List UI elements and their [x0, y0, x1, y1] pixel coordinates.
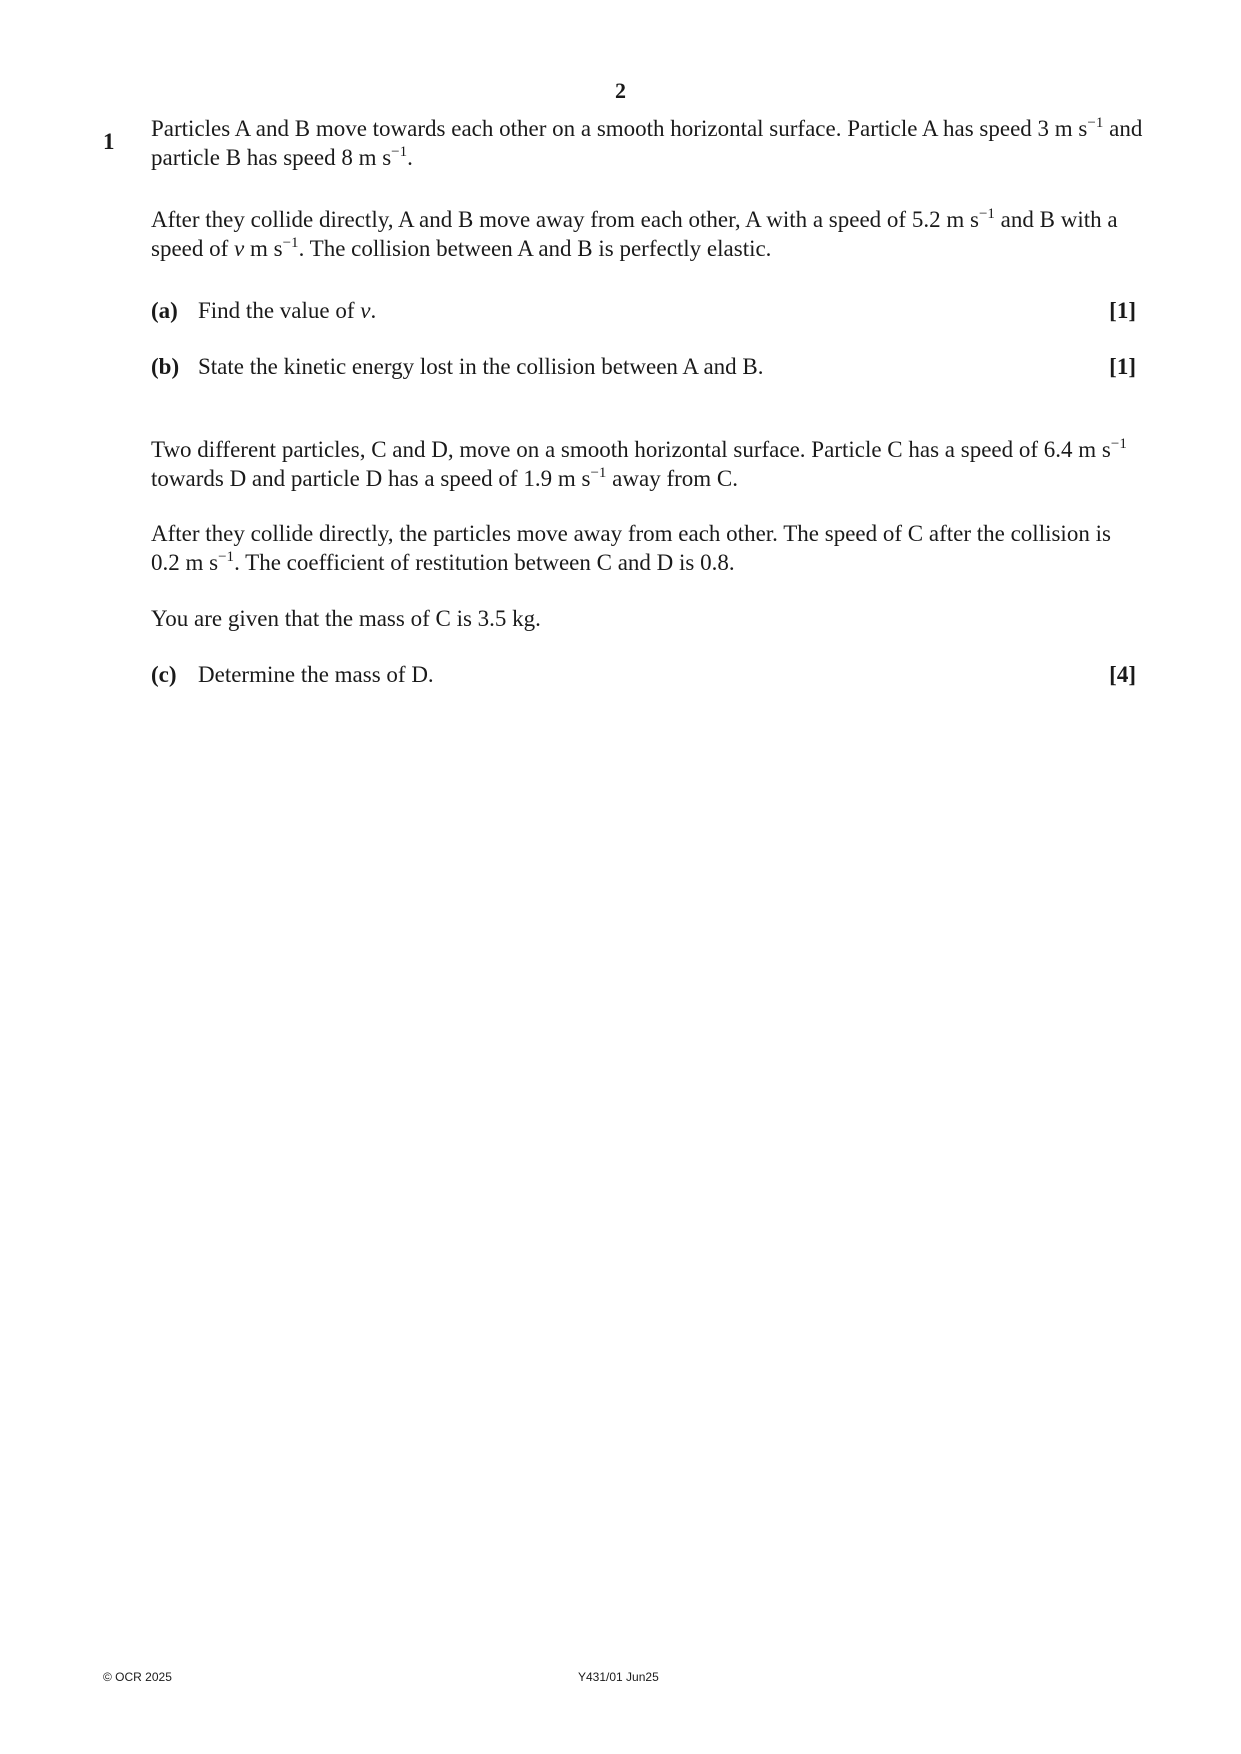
intro-4-text-2: . The coefficient of restitution between C and D is 0.8. [234, 550, 735, 575]
page-number: 2 [615, 78, 626, 103]
part-c-marks: [4] [1109, 662, 1136, 687]
intro-1-text-1: Particles A and B move towards each other on a smooth horizontal surface. Particle A has speed [151, 116, 1032, 141]
intro-3-text-1: Two different particles, C and D, move on a smooth horizontal surface. Particle C has a speed of [151, 437, 1039, 462]
intro-4-text-1: After they collide directly, the particles move away from each other. The speed of C after the collision is [151, 521, 1111, 546]
question-intro-paragraph-2 [151, 205, 1151, 263]
part-a-text: Find the value of [198, 298, 355, 323]
intro-1-text-2: and particle B has speed [151, 116, 1143, 170]
question-intro-paragraph-3 [151, 435, 1151, 493]
part-b [151, 352, 1136, 381]
part-a: (a) Find the value of v. [1] [151, 298, 1136, 323]
intro-2-text-3: . The collision between A and B is perfectly elastic. [298, 236, 772, 261]
intro-2-text-1: After they collide directly, A and B move away from each other, A with a speed of [151, 207, 907, 232]
part-c-text: Determine the mass of D. [198, 662, 434, 687]
speed-a-value: 3 m $s^{-1}$ [1037, 115, 1104, 141]
intro-3-text-3: away from C. [612, 466, 738, 491]
question-number: 1 [103, 129, 115, 154]
intro-2-text-2: and B with a speed of [151, 207, 1118, 261]
question-intro-paragraph-4 [151, 519, 1151, 577]
part-c [151, 660, 1136, 689]
part-c-label: (c) [151, 662, 177, 687]
question-intro-paragraph-1 [151, 114, 1151, 172]
part-b-text: State the kinetic energy lost in the collision between A and B. [198, 354, 764, 379]
speed-c-after-value: 0.2 m $s^{-1}$ [151, 549, 235, 575]
part-a-marks: [1] [1109, 298, 1136, 323]
part-a-variable: v [360, 298, 371, 323]
part-b-marks: [1] [1109, 354, 1136, 379]
part-b-label: (b) [151, 354, 180, 379]
speed-d-value: 1.9 m $s^{-1}$ [523, 465, 607, 491]
speed-c-value: 6.4 m $s^{-1}$ [1043, 436, 1127, 462]
speed-b-after-value: v m $s^{-1}$ [234, 235, 299, 261]
part-a-label: (a) [151, 298, 178, 323]
speed-b-value: 8 m $s^{-1}$. [341, 144, 413, 170]
footer-copyright: © OCR 2025 [103, 1670, 172, 1684]
question-intro-paragraph-5: You are given that the mass of C is 3.5 kg. [151, 606, 541, 631]
footer-paper-code: Y431/01 Jun25 [578, 1670, 659, 1684]
speed-a-after-value: 5.2 m $s^{-1}$ [911, 206, 995, 232]
intro-3-text-2: towards D and particle D has a speed of [151, 466, 518, 491]
